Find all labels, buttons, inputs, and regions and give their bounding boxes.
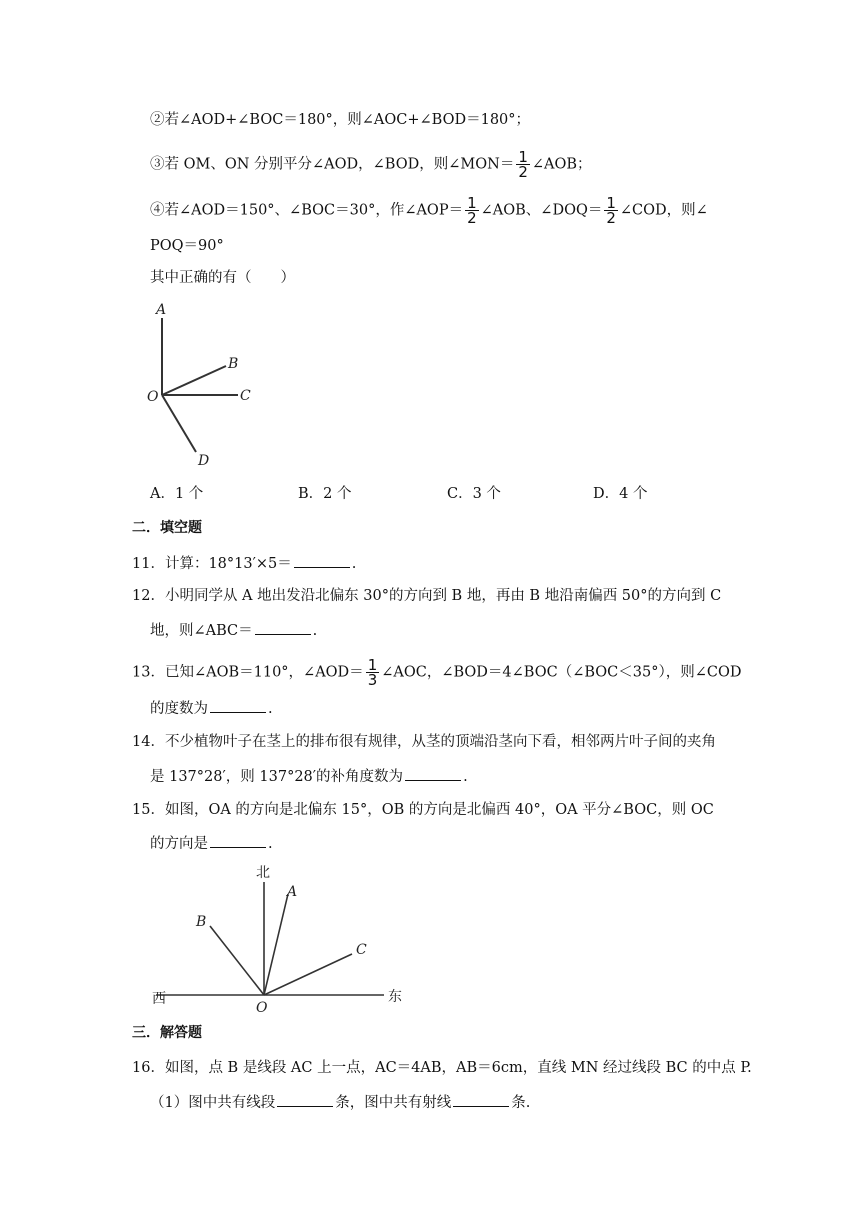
answer-blank[interactable] (294, 553, 350, 568)
label-D: D (198, 453, 210, 469)
statement-3-text: ③若 OM、ON 分别平分∠AOD，∠BOD，则∠MON＝ (150, 156, 515, 173)
label-east: 东 (388, 989, 402, 1005)
statement-3-end: ∠AOB； (531, 156, 592, 173)
question-12-line2: 地，则∠ABC＝ . (150, 620, 317, 641)
question-13-line2: 的度数为 . (150, 698, 273, 719)
section-heading-fill: 二．填空题 (132, 520, 202, 536)
fraction-half: $\frac{1}{2}$ (518, 148, 528, 181)
section-heading-solve: 三．解答题 (132, 1025, 202, 1041)
statement-4-a: ④若∠AOD＝150°、∠BOC＝30°，作∠AOP＝ (150, 202, 464, 219)
statement-4-b: ∠AOB、∠DOQ＝ (480, 202, 603, 219)
statement-4-cont: POQ＝90° (150, 238, 224, 254)
statement-4-c: ∠COD，则∠ (619, 202, 708, 219)
answer-blank[interactable] (405, 766, 461, 781)
answer-blank[interactable] (277, 1092, 333, 1107)
angle-figure (140, 300, 270, 475)
question-13-line1: 13．已知∠AOB＝110°，∠AOD＝ $\frac{1}{3}$ ∠AOC，∠BOD＝4∠BOC（∠BOC＜35°），则∠COD (132, 656, 742, 689)
answer-blank[interactable] (255, 620, 311, 635)
label-A: A (156, 302, 167, 318)
statement-2: ②若∠AOD+∠BOC＝180°，则∠AOC+∠BOD＝180°； (150, 112, 531, 128)
answer-blank[interactable] (210, 833, 266, 848)
answer-blank[interactable] (210, 698, 266, 713)
option-a[interactable]: A．1 个 (150, 486, 204, 502)
answer-blank[interactable] (453, 1092, 509, 1107)
fraction-half: $\frac{1}{2}$ (606, 194, 616, 227)
question-12-line1: 12．小明同学从 A 地出发沿北偏东 30°的方向到 B 地，再由 B 地沿南偏西 50°的方向到 C (132, 588, 722, 604)
question-prompt: 其中正确的有（ ） (150, 270, 295, 286)
label-B: B (228, 356, 239, 372)
label-west: 西 (152, 991, 166, 1007)
option-b[interactable]: B．2 个 (298, 486, 352, 502)
question-15-line2: 的方向是 . (150, 833, 273, 854)
question-15-line1: 15．如图，OA 的方向是北偏东 15°，OB 的方向是北偏西 40°，OA 平分∠BOC，则 OC (132, 802, 714, 818)
question-11: 11．计算：18°13′×5＝ . (132, 553, 356, 574)
question-16-sub1: （1）图中共有线段 条，图中共有射线 条. (150, 1092, 530, 1113)
label-O: O (256, 1000, 268, 1016)
statement-3 (150, 150, 592, 179)
option-d[interactable]: D．4 个 (593, 486, 648, 502)
label-A: A (287, 884, 298, 900)
question-16-line1: 16．如图，点 B 是线段 AC 上一点，AC＝4AB，AB＝6cm，直线 MN 经过线段 BC 的中点 P. (132, 1060, 752, 1076)
statement-4 (150, 196, 708, 225)
fraction-third: $\frac{1}{3}$ (367, 656, 378, 689)
direction-figure (148, 858, 408, 1018)
question-14-line2: 是 137°28′，则 137°28′的补角度数为 . (150, 766, 468, 787)
label-B: B (196, 914, 207, 930)
fraction-half: $\frac{1}{2}$ (467, 194, 477, 227)
label-C: C (240, 388, 251, 404)
question-14-line1: 14．不少植物叶子在茎上的排布很有规律，从茎的顶端沿茎向下看，相邻两片叶子间的夹角 (132, 734, 716, 750)
label-O: O (147, 389, 159, 405)
label-C: C (356, 942, 367, 958)
label-north: 北 (256, 865, 270, 881)
option-c[interactable]: C．3 个 (447, 486, 501, 502)
